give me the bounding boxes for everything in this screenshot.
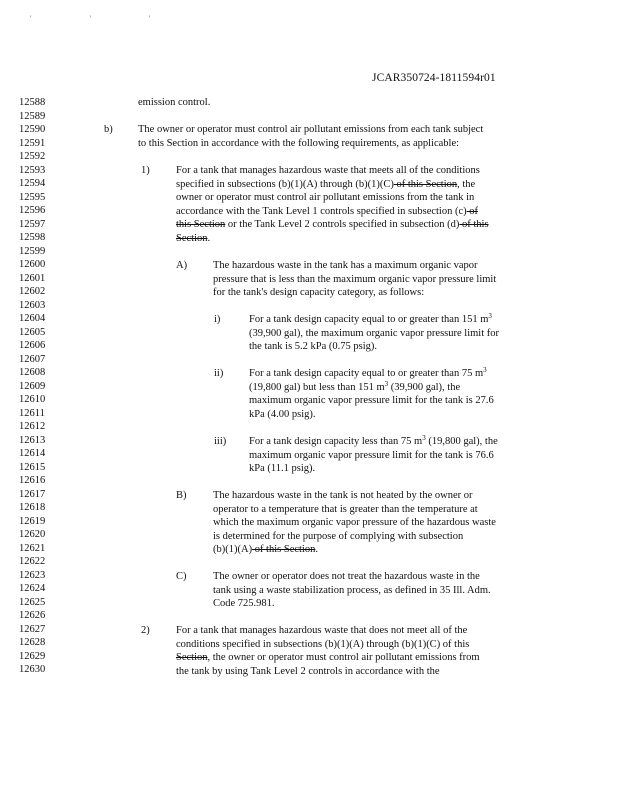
line-number: 12594 [19,178,46,189]
text-line: is determined for the purpose of complying with subsection [213,531,464,542]
deleted-text: of this Section [393,179,458,190]
line-number: 12618 [19,502,46,513]
text-line: which the maximum organic vapor pressure of the hazardous waste [213,517,496,528]
label-1: 1) [141,165,150,176]
line-number: 12622 [19,556,46,567]
text-line: conditions specified in subsections (b)(1)(A) through (b)(1)(C) of this [176,639,470,650]
line-number: 12621 [19,543,46,554]
label-i: i) [214,314,221,325]
text-line: Section, the owner or operator must control air pollutant emissions from [176,652,480,663]
text-line: pressure that is less than the maximum organic vapor pressure limit [213,274,497,285]
line-number: 12610 [19,394,46,405]
line-number: 12615 [19,462,46,473]
text-line: Section. [176,233,211,244]
line-number: 12599 [19,246,46,257]
line-number: 12596 [19,205,46,216]
text-line: kPa (11.1 psig). [249,463,316,474]
line-number: 12630 [19,664,46,675]
line-number: 12625 [19,597,46,608]
text-line: the tank by using Tank Level 2 controls in accordance with the [176,666,440,677]
label-b: b) [104,124,113,135]
line-number: 12617 [19,489,46,500]
text-line: operator to a temperature that is greater than the temperature at [213,504,478,515]
text-line: For a tank design capacity equal to or greater than 75 $m^3$ [249,366,487,379]
line-number: 12606 [19,340,46,351]
text-line: The hazardous waste in the tank is not heated by the owner or [213,490,473,501]
line-number: 12603 [19,300,46,311]
line-number: 12629 [19,651,46,662]
text-line: to this Section in accordance with the following requirements, as applicable: [138,138,460,149]
label-B: B) [176,490,187,501]
text-line: kPa (4.00 psig). [249,409,316,420]
text-line: specified in subsections (b)(1)(A) through (b)(1)(C) of this Section, the [176,179,476,190]
line-number: 12624 [19,583,46,594]
line-number: 12613 [19,435,46,446]
text-line: (b)(1)(A) of this Section. [213,544,318,555]
text-line: The hazardous waste in the tank has a maximum organic vapor [213,260,478,271]
line-number: 12592 [19,151,46,162]
line-number: 12628 [19,637,46,648]
line-number: 12619 [19,516,46,527]
text-line: the tank is 5.2 kPa (0.75 psig). [249,341,378,352]
line-number: 12593 [19,165,46,176]
document-id: JCAR350724-1811594r01 [372,72,496,84]
text-line: this Section or the Tank Level 2 controls specified in subsection (d) of this [176,219,489,230]
line-number: 12588 [19,97,46,108]
text-line: owner or operator must control air pollutant emissions from the tank in [176,192,475,203]
line-number: 12604 [19,313,46,324]
label-C: C) [176,571,187,582]
deleted-text: Section [176,233,208,244]
text-line: (19,800 gal) but less than 151 $m^3$ (39,900 gal), the [249,380,461,393]
line-number: 12623 [19,570,46,581]
line-number: 12611 [19,408,45,419]
line-number: 12609 [19,381,46,392]
scan-tick-marks: ' ' ' [30,14,179,23]
deleted-text: Section [176,652,208,663]
label-ii: ii) [214,368,224,379]
text-line: (39,900 gal), the maximum organic vapor pressure limit for [249,328,499,339]
line-number: 12627 [19,624,46,635]
line-number: 12591 [19,138,46,149]
line-number: 12600 [19,259,46,270]
text-line: tank using a waste stabilization process, as defined in 35 Ill. Adm. [213,585,491,596]
line-number: 12601 [19,273,46,284]
deleted-text: of this [459,219,489,230]
deleted-text: this Section [176,219,226,230]
line-number: 12602 [19,286,46,297]
text-line: The owner or operator does not treat the hazardous waste in the [213,571,480,582]
deleted-text: of this Section [252,544,316,555]
line-number: 12605 [19,327,46,338]
label-iii: iii) [214,436,227,447]
line-number: 12598 [19,232,46,243]
label-2: 2) [141,625,150,636]
text-line: For a tank design capacity less than 75 $m^3$ (19,800 gal), the [249,434,498,447]
text-line: Code 725.981. [213,598,275,609]
text-line: for the tank's design capacity category, as follows: [213,287,425,298]
line-number: 12589 [19,111,46,122]
line-number: 12616 [19,475,46,486]
line-number: 12626 [19,610,46,621]
line-number: 12590 [19,124,46,135]
text-line: For a tank design capacity equal to or greater than 151 $m^3$ [249,312,492,325]
text-line: For a tank that manages hazardous waste that meets all of the conditions [176,165,480,176]
text-line: accordance with the Tank Level 1 controls specified in subsection (c) of [176,206,479,217]
text-line: maximum organic vapor pressure limit for the tank is 76.6 [249,450,494,461]
line-number: 12597 [19,219,46,230]
text-line: For a tank that manages hazardous waste that does not meet all of the [176,625,468,636]
label-A: A) [176,260,188,271]
line-number: 12614 [19,448,46,459]
text-line: emission control. [138,97,211,108]
line-number: 12612 [19,421,46,432]
deleted-text: of [466,206,479,217]
line-number: 12595 [19,192,46,203]
line-number: 12608 [19,367,46,378]
line-number: 12607 [19,354,46,365]
line-number: 12620 [19,529,46,540]
text-line: maximum organic vapor pressure limit for the tank is 27.6 [249,395,494,406]
text-line: The owner or operator must control air pollutant emissions from each tank subject [138,124,484,135]
